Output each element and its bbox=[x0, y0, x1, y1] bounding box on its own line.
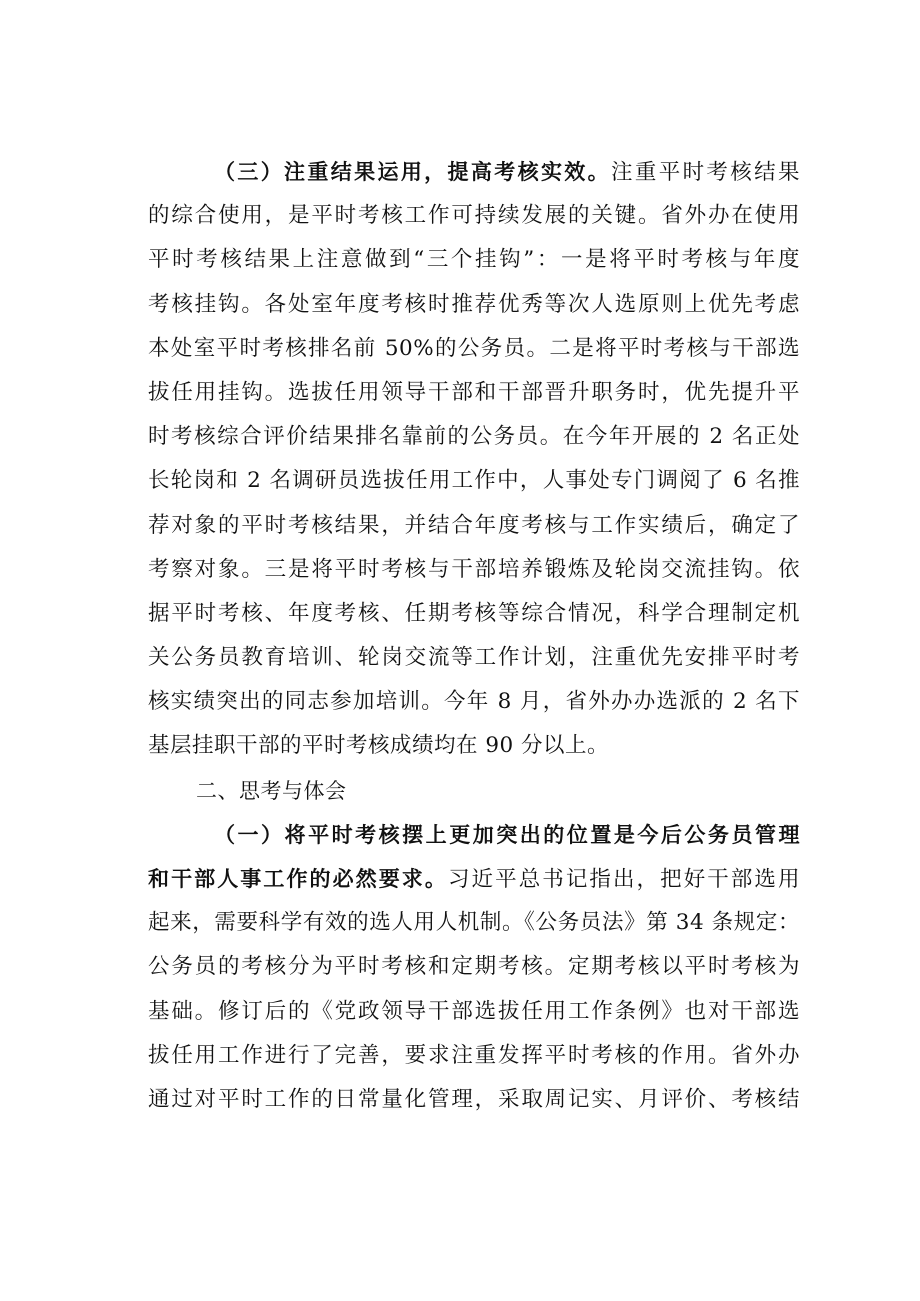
section-3-line: 平时考核结果上注意做到“三个挂钩”：一是将平时考核与年度 bbox=[148, 247, 800, 273]
section-3-line: 荐对象的平时考核结果，并结合年度考核与工作实绩后，确定了 bbox=[148, 512, 800, 538]
section-1-line: 公务员的考核分为平时考核和定期考核。定期考核以平时考核为 bbox=[148, 954, 800, 980]
section-3-line: 据平时考核、年度考核、任期考核等综合情况，科学合理制定机 bbox=[148, 600, 800, 626]
section-1-line: 通过对平时工作的日常量化管理，采取周记实、月评价、考核结 bbox=[148, 1086, 800, 1112]
section-1-line: 拔任用工作进行了完善，要求注重发挥平时考核的作用。省外办 bbox=[148, 1042, 800, 1068]
section-3-line: 关公务员教育培训、轮岗交流等工作计划，注重优先安排平时考 bbox=[148, 645, 800, 671]
section-3-line: 拔任用挂钩。选拔任用领导干部和干部晋升职务时，优先提升平 bbox=[148, 379, 800, 405]
section-1-heading-line-2: 和干部人事工作的必然要求。 bbox=[148, 867, 448, 891]
document-page bbox=[148, 150, 800, 1122]
section-3-line: 的综合使用，是平时考核工作可持续发展的关键。省外办在使用 bbox=[148, 203, 800, 229]
section-3-text: 注重平时考核结果 bbox=[611, 160, 800, 185]
section-1-text: 习近平总书记指出，把好干部选用 bbox=[447, 867, 800, 892]
section-3-line: 核实绩突出的同志参加培训。今年 8 月，省外办办选派的 2 名下 bbox=[148, 689, 800, 715]
section-3-first-line bbox=[148, 150, 800, 194]
section-3-heading: （三）注重结果运用，提高考核实效。 bbox=[214, 160, 612, 184]
section-3-line: 时考核综合评价结果排名靠前的公务员。在今年开展的 2 名正处 bbox=[148, 424, 800, 450]
section-1-line: 基础。修订后的《党政领导干部选拔任用工作条例》也对干部选 bbox=[148, 998, 800, 1024]
section-3-line: 考察对象。三是将平时考核与干部培养锻炼及轮岗交流挂钩。依 bbox=[148, 556, 800, 582]
section-3-line: 长轮岗和 2 名调研员选拔任用工作中，人事处专门调阅了 6 名推 bbox=[148, 468, 800, 494]
section-1-line: 起来，需要科学有效的选人用人机制。《公务员法》第 34 条规定： bbox=[148, 910, 800, 936]
part-2-heading: 二、思考与体会 bbox=[196, 778, 347, 803]
section-3-line: 本处室平时考核排名前 50%的公务员。二是将平时考核与干部选 bbox=[148, 335, 800, 361]
section-1-heading-line-1: （一）将平时考核摆上更加突出的位置是今后公务员管理 bbox=[214, 822, 800, 847]
section-3-line: 基层挂职干部的平时考核成绩均在 90 分以上。 bbox=[148, 733, 610, 759]
section-3-line: 考核挂钩。各处室年度考核时推荐优秀等次人选原则上优先考虑 bbox=[148, 291, 800, 317]
section-1-first-line bbox=[148, 857, 800, 901]
